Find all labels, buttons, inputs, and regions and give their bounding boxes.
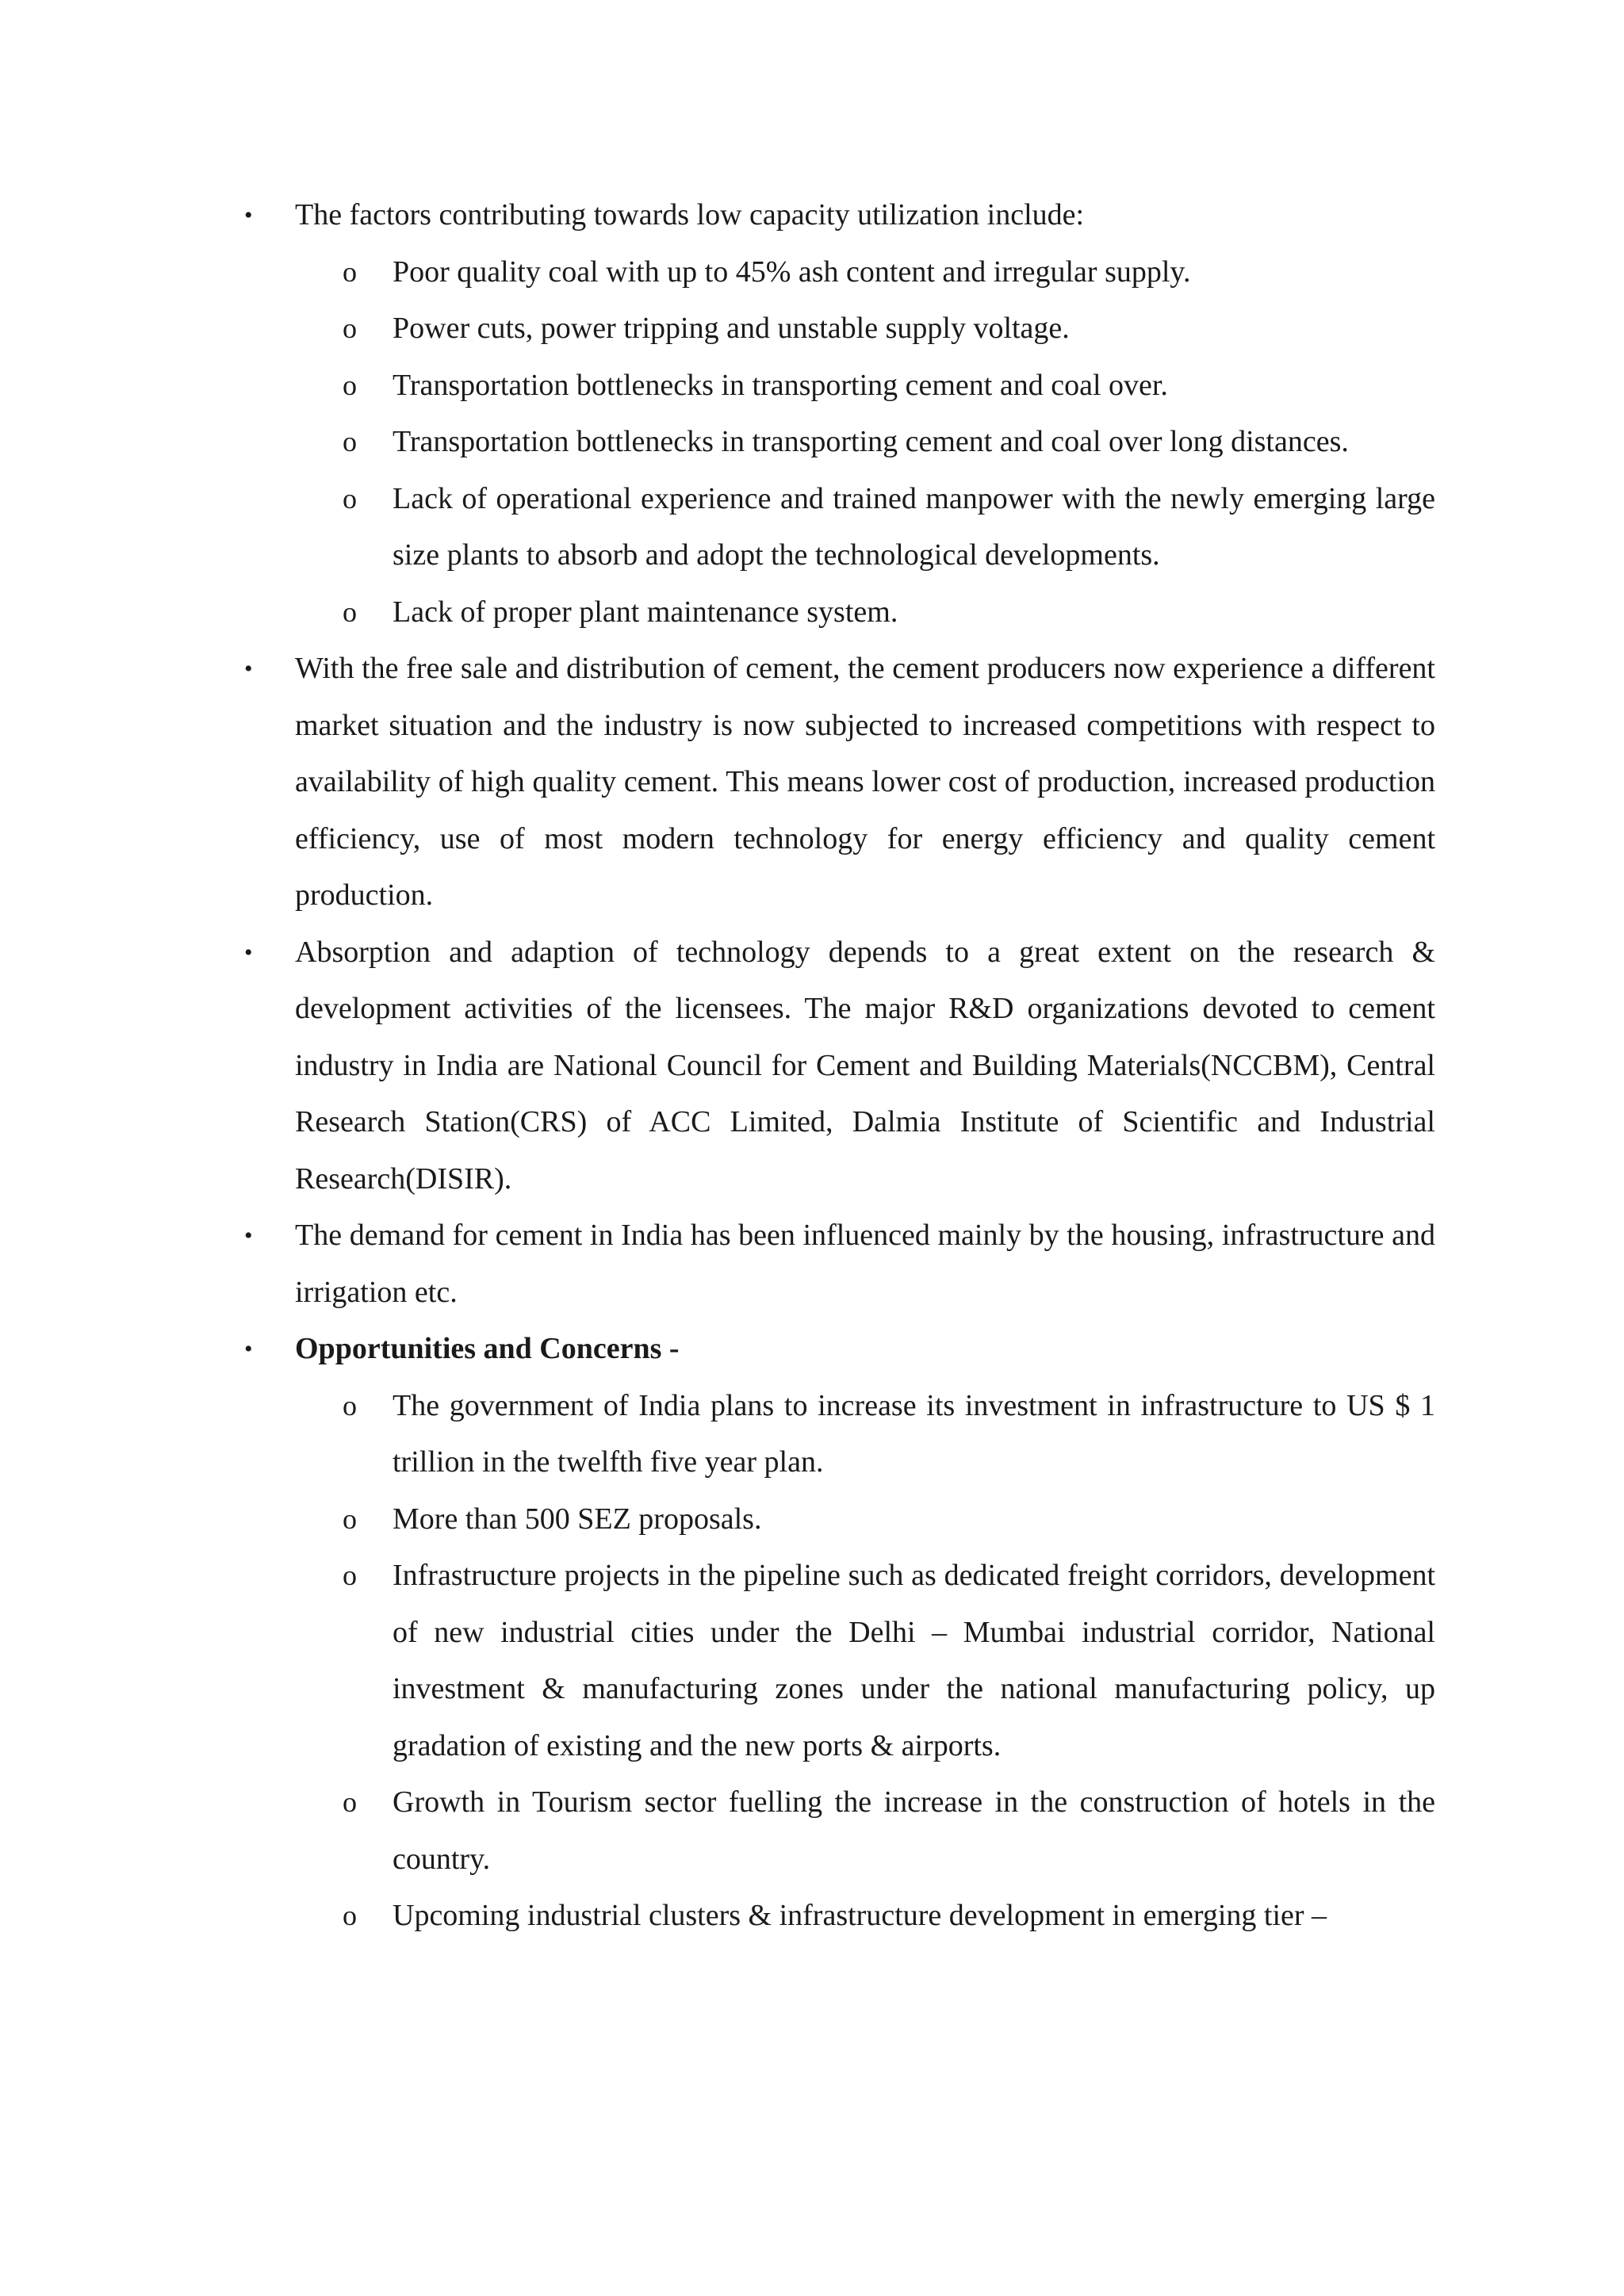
list-item-text: The government of India plans to increase its investment in infrastructure to US $ 1 trillion in the twelfth five year plan. <box>393 1388 1435 1479</box>
sub-bullet-marker: o <box>343 1900 357 1931</box>
list-item-11 <box>238 1378 1435 1491</box>
bullet-marker: • <box>244 202 253 228</box>
list-item-12 <box>238 1491 1435 1548</box>
list-item-8 <box>238 924 1435 1208</box>
list-item-text: The demand for cement in India has been influenced mainly by the housing, infrastructure and irrigation etc. <box>295 1219 1435 1309</box>
sub-bullet-marker: o <box>343 312 357 344</box>
list-item-9 <box>238 1207 1435 1321</box>
sub-bullet-marker: o <box>343 1786 357 1818</box>
list-item-text: More than 500 SEZ proposals. <box>393 1502 762 1536</box>
list-item-text: Power cuts, power tripping and unstable supply voltage. <box>393 312 1070 345</box>
sub-bullet-marker: o <box>343 369 357 401</box>
list-item-1 <box>238 244 1435 301</box>
list-item-text: Growth in Tourism sector fuelling the increase in the construction of hotels in the country. <box>393 1785 1435 1876</box>
section-heading: Opportunities and Concerns - <box>295 1332 680 1365</box>
list-item-15 <box>238 1888 1435 1945</box>
list-item-7 <box>238 641 1435 924</box>
list-item-2 <box>238 300 1435 358</box>
bullet-marker: • <box>244 1223 253 1249</box>
bullet-marker: • <box>244 656 253 682</box>
sub-bullet-marker: o <box>343 482 357 515</box>
list-item-13 <box>238 1548 1435 1774</box>
bullet-marker: • <box>244 1336 253 1362</box>
sub-bullet-marker: o <box>343 595 357 628</box>
list-item-text: Transportation bottlenecks in transporting cement and coal over. <box>393 368 1168 402</box>
list-item-4 <box>238 414 1435 471</box>
list-item-text: Lack of operational experience and trained manpower with the newly emerging large size plants to absorb and adopt the technological developments. <box>393 481 1435 572</box>
list-item-14 <box>238 1774 1435 1888</box>
list-item-0 <box>238 187 1435 244</box>
list-item-3 <box>238 358 1435 415</box>
list-item-text: The factors contributing towards low capacity utilization include: <box>295 198 1085 232</box>
list-item-10 <box>238 1321 1435 1378</box>
document-body <box>238 187 1435 1945</box>
sub-bullet-marker: o <box>343 255 357 288</box>
sub-bullet-marker: o <box>343 1502 357 1535</box>
list-item-text: Transportation bottlenecks in transporting cement and coal over long distances. <box>393 425 1349 458</box>
sub-bullet-marker: o <box>343 1559 357 1591</box>
list-item-text: Lack of proper plant maintenance system. <box>393 595 898 629</box>
list-item-text: Poor quality coal with up to 45% ash content and irregular supply. <box>393 254 1191 289</box>
list-item-text: Absorption and adaption of technology depends to a great extent on the research & development activities of the licensees. The major R&D organizations devoted to cement industry in India are National Council for Cement and Building Materials(NCCBM), Central Research Station(CRS) of ACC Limited, Dalmia Institute of Scientific and Industrial Research(DISIR). <box>295 935 1435 1196</box>
list-item-text: With the free sale and distribution of cement, the cement producers now experience a different market situation and the industry is now subjected to increased competitions with respect to availability of high quality cement. This means lower cost of production, increased production efficiency, use of most modern technology for energy efficiency and quality cement production. <box>295 652 1435 912</box>
bullet-marker: • <box>244 939 253 966</box>
sub-bullet-marker: o <box>343 1389 357 1422</box>
list-item-6 <box>238 584 1435 641</box>
sub-bullet-marker: o <box>343 426 357 457</box>
list-item-text: Infrastructure projects in the pipeline such as dedicated freight corridors, development of new industrial cities under the Delhi – Mumbai industrial corridor, National investment & manufacturing zones under the national manufacturing policy, up gradation of existing and the new ports & airports. <box>393 1559 1435 1762</box>
list-item-text: Upcoming industrial clusters & infrastructure development in emerging tier – <box>393 1899 1327 1932</box>
list-item-5 <box>238 471 1435 584</box>
